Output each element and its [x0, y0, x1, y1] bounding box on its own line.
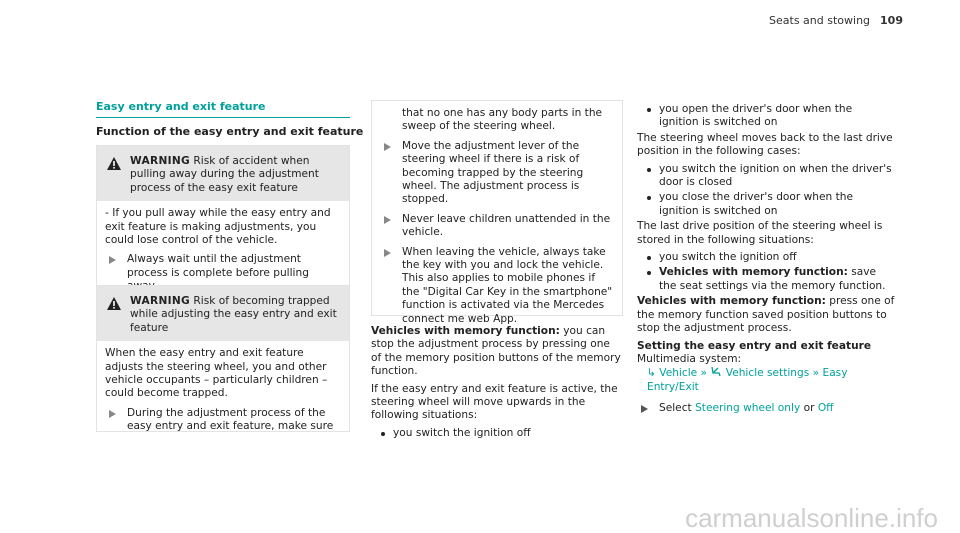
multimedia-label: Multimedia system:	[637, 352, 742, 365]
step-text: Move the adjustment lever of the steering wheel if there is a risk of becoming trapped by the steering wheel. The adjustment process is stopped.	[402, 139, 584, 206]
warning-body: - If you pull away while the easy entry and exit feature is making adjustments, you could lose control of the vehicle.	[105, 207, 331, 247]
nav-easy-entry: Easy Entry/Exit	[647, 367, 848, 393]
step-arrow-icon	[641, 405, 648, 413]
nav-vehicle: Vehicle	[659, 367, 698, 380]
memory-label: Vehicles with memory function:	[371, 325, 560, 337]
step-text: When leaving the vehicle, always take the key with you and lock the vehicle. This also applies to mobile phones if the "Digital Car Key in the smartphone" function is activated via the Mercedes connect me web App.	[402, 245, 613, 325]
memory-label: Vehicles with memory function:	[637, 295, 826, 308]
section-title: Easy entry and exit feature	[96, 100, 266, 113]
memory-text: save the seat settings via the memory function.	[659, 266, 886, 292]
warning-box-accident	[96, 145, 350, 303]
warning-triangle-icon	[107, 157, 121, 170]
step-arrow-icon	[384, 216, 391, 224]
bullet-list	[637, 103, 895, 130]
memory-label: Vehicles with memory function:	[659, 266, 848, 279]
active-text: If the easy entry and exit feature is active, the steering wheel will move upwards in the following situations:	[371, 382, 618, 422]
page-header	[769, 14, 903, 27]
step-item	[637, 402, 895, 415]
memory-text: you can stop the adjustment process by pressing one of the memory position buttons of the memory function.	[371, 325, 621, 378]
step-arrow-icon	[109, 410, 116, 418]
list-item: you switch the ignition on when the driver's door is closed	[637, 163, 895, 190]
option-off: Off	[817, 402, 834, 415]
watermark: carmanualsonline.info	[685, 502, 938, 533]
list-item: you switch the ignition off	[637, 251, 895, 264]
warning-head	[97, 146, 349, 201]
header-section: Seats and stowing	[769, 14, 871, 27]
list-item: you switch the ignition off	[371, 427, 621, 440]
memory-text: press one of the memory function saved position buttons to stop the adjustment process.	[637, 295, 895, 335]
warning-label: WARNING	[130, 155, 191, 167]
double-chevron-icon: »	[700, 367, 708, 380]
sub-title: Function of the easy entry and exit feature	[96, 125, 364, 138]
bullet-list	[371, 427, 621, 440]
setting-title: Setting the easy entry and exit feature	[637, 339, 872, 352]
step-item	[380, 246, 614, 326]
nav-settings: Vehicle settings	[725, 367, 810, 380]
column-three	[637, 103, 895, 420]
return-arrow-icon: ↳	[647, 367, 656, 380]
bullet-list	[637, 163, 895, 219]
or-word: or	[803, 402, 815, 415]
warning-head	[97, 286, 349, 341]
step-text: Never leave children unattended in the vehicle.	[402, 212, 611, 239]
warning-title: Risk of accident when pulling away during the adjustment process of the easy exit feature	[130, 155, 319, 194]
step-arrow-icon	[384, 249, 391, 257]
step-continuation: that no one has any body parts in the sweep of the steering wheel.	[402, 107, 603, 133]
warning-triangle-icon	[107, 297, 121, 310]
moves-back-text: The steering wheel moves back to the last drive position in the following cases:	[637, 131, 893, 158]
nav-path	[637, 366, 895, 394]
warning-box-trapped	[96, 285, 350, 432]
step-item	[380, 213, 614, 240]
page-number: 109	[880, 14, 903, 27]
option-steering-wheel-only: Steering wheel only	[695, 402, 801, 415]
select-word: Select	[659, 402, 692, 415]
list-item: you close the driver's door when the ignition is switched on	[637, 191, 895, 218]
bullet-list	[637, 251, 895, 293]
warning-continuation-box	[371, 100, 623, 325]
step-item	[380, 140, 614, 207]
memory-section	[371, 325, 621, 442]
step-arrow-icon	[384, 143, 391, 151]
warning-body: When the easy entry and exit feature adjusts the steering wheel, you and other vehicle occupants – particularly children – could become trapped.	[105, 347, 328, 400]
list-item	[637, 266, 895, 293]
warning-label: WARNING	[130, 295, 191, 307]
stored-text: The last drive position of the steering wheel is stored in the following situations:	[637, 220, 883, 246]
section-rule	[96, 117, 350, 118]
vehicle-seat-icon	[710, 366, 722, 377]
step-arrow-icon	[109, 256, 116, 264]
warning-title: Risk of becoming trapped while adjusting the easy entry and exit feature	[130, 295, 337, 334]
step-text: Always wait until the adjustment process is complete before pulling	[127, 253, 309, 279]
list-item: you open the driver's door when the ignition is switched on	[637, 103, 895, 130]
step-text: During the adjustment process of the easy entry and exit feature, make sure	[127, 406, 334, 433]
step-item	[105, 407, 341, 434]
double-chevron-icon: »	[812, 367, 820, 380]
